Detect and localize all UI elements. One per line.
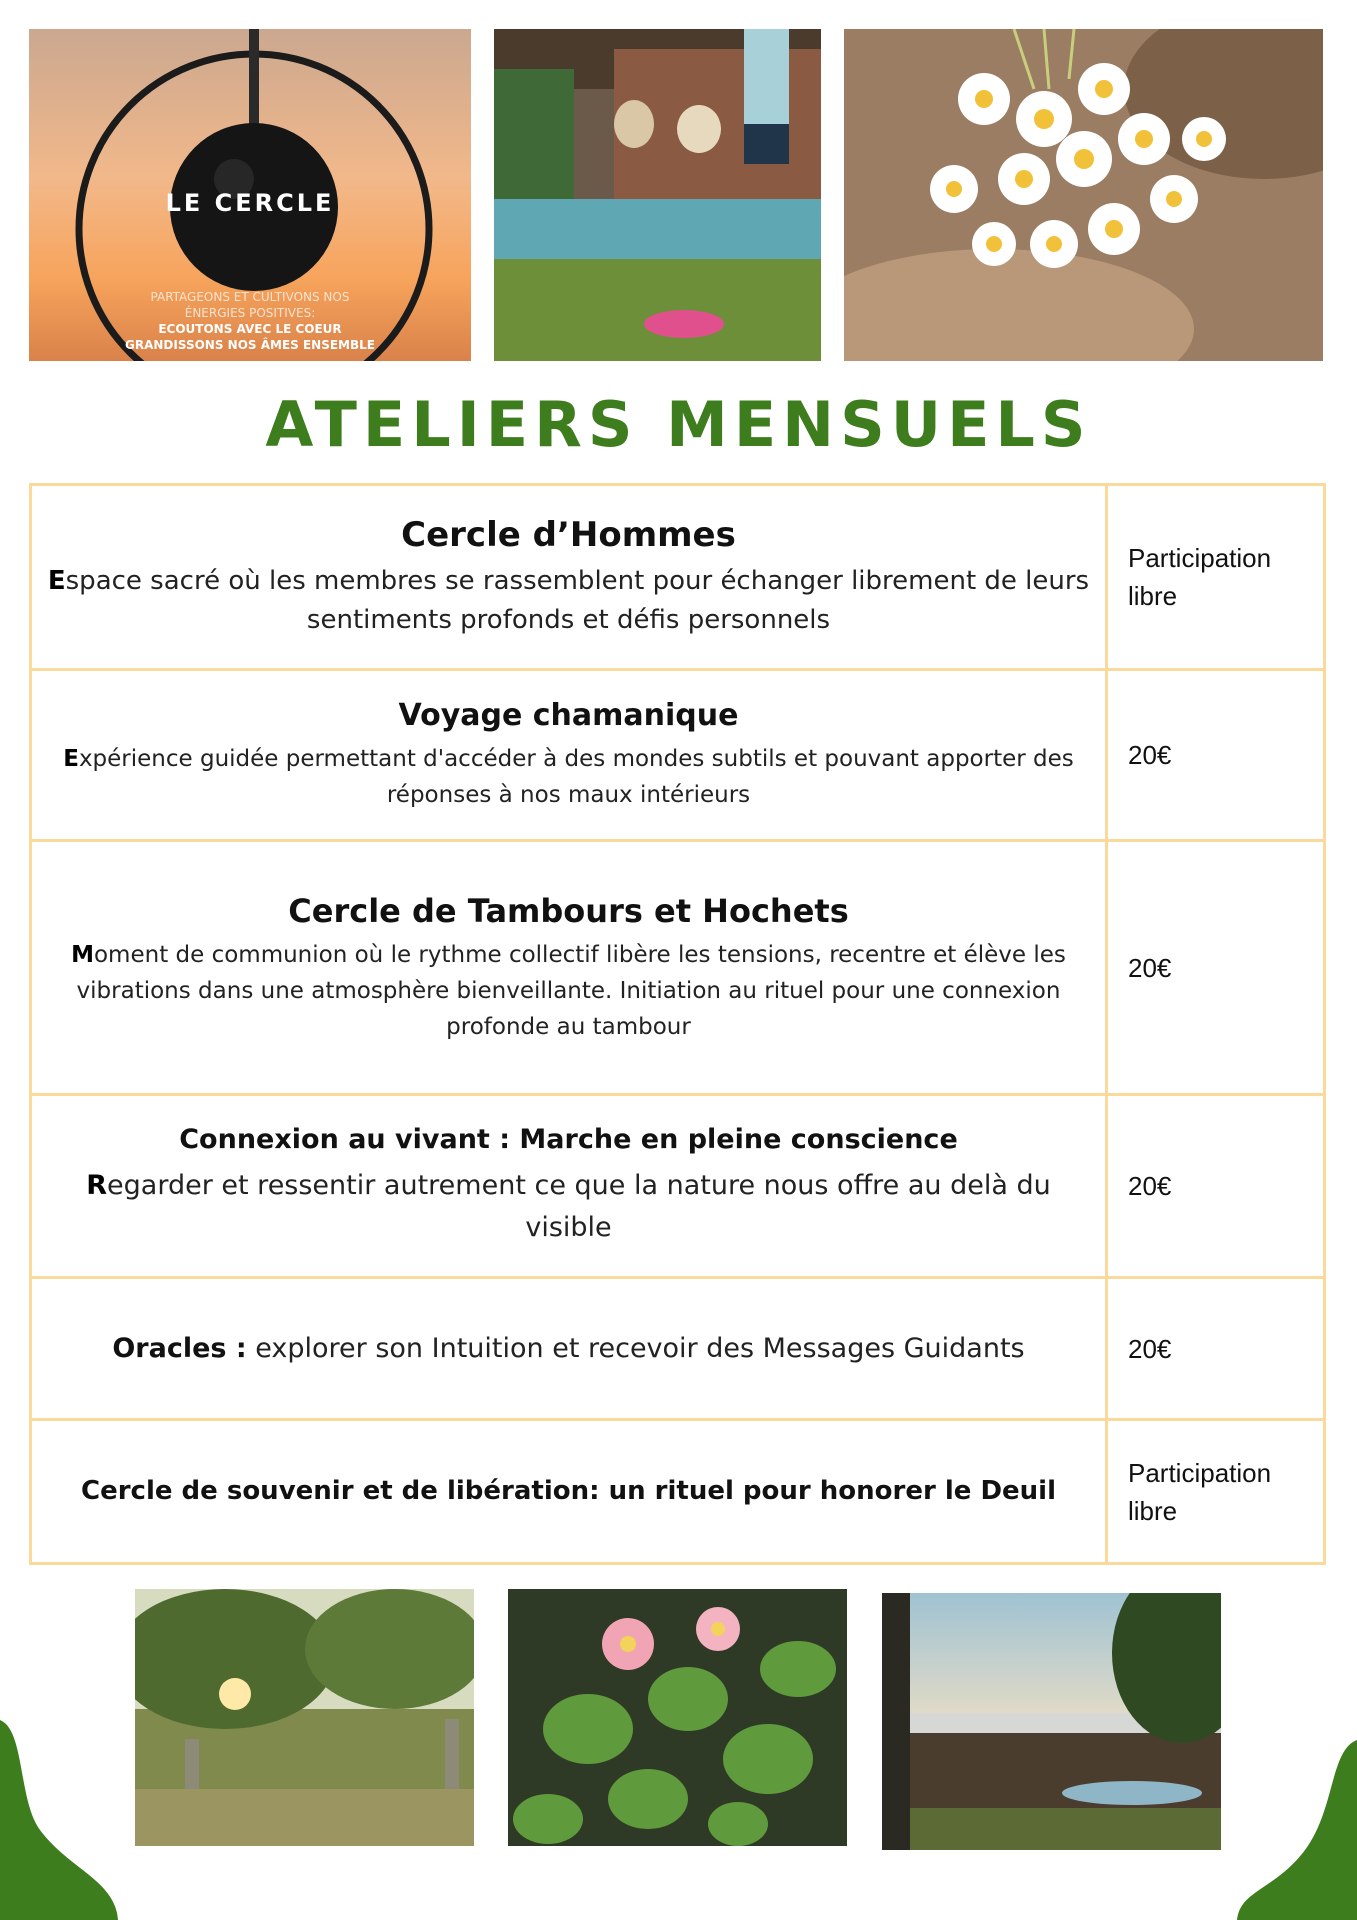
drop-letter: E xyxy=(63,745,79,772)
workshop-price: 20€ xyxy=(1107,841,1325,1095)
poster-line: PARTAGEONS ET CULTIVONS NOS xyxy=(150,290,350,304)
table-row xyxy=(31,485,1325,670)
workshop-price: Participation libre xyxy=(1107,1420,1325,1564)
table-row xyxy=(31,1420,1325,1564)
table-row xyxy=(31,1095,1325,1278)
poster-line: ÉNERGIES POSITIVES: xyxy=(184,306,316,320)
workshop-price: 20€ xyxy=(1107,670,1325,841)
poster-line: ECOUTONS AVEC LE COEUR xyxy=(158,322,342,336)
drum-group-photo xyxy=(494,29,821,361)
poster-line: GRANDISSONS NOS ÂMES ENSEMBLE xyxy=(125,338,375,352)
daisies-photo xyxy=(844,29,1323,361)
workshop-title: Cercle de Tambours et Hochets xyxy=(288,891,849,930)
page-title: ATELIERS MENSUELS xyxy=(265,388,1092,461)
garden-sunset-photo xyxy=(135,1589,474,1846)
table-row xyxy=(31,670,1325,841)
workshop-price: 20€ xyxy=(1107,1095,1325,1278)
workshop-price: Participation libre xyxy=(1107,485,1325,670)
workshop-text: space sacré où les membres se rassemblent pour échanger librement de leurs sentiments profonds et défis personnels xyxy=(65,566,1090,636)
le-cercle-poster xyxy=(29,29,471,361)
workshop-title: Voyage chamanique xyxy=(398,698,739,734)
table-row xyxy=(31,841,1325,1095)
workshop-description xyxy=(31,1278,1107,1420)
workshop-description xyxy=(31,841,1107,1095)
right-green-blob xyxy=(1235,1740,1357,1920)
workshop-text: explorer son Intuition et recevoir des Messages Guidants xyxy=(246,1332,1025,1364)
workshop-text: egarder et ressentir autrement ce que la nature nous offre au delà du visible xyxy=(107,1169,1051,1243)
workshop-description xyxy=(31,485,1107,670)
workshop-price: 20€ xyxy=(1107,1278,1325,1420)
workshops-table xyxy=(29,483,1326,1565)
workshop-title: Cercle d’Hommes xyxy=(401,514,736,555)
workshop-description xyxy=(31,1095,1107,1278)
workshop-title: Connexion au vivant : Marche en pleine conscience xyxy=(179,1124,958,1156)
workshop-title: Oracles : xyxy=(112,1332,247,1364)
poster-title: LE CERCLE xyxy=(165,189,335,217)
water-lilies-photo xyxy=(508,1589,847,1846)
drop-letter: R xyxy=(86,1169,108,1201)
left-green-blob xyxy=(0,1720,120,1920)
table-row xyxy=(31,1278,1325,1420)
workshop-text: oment de communion où le rythme collectif libère les tensions, recentre et élève les vibrations dans une atmosphère bienveillante. Initiation au rituel pour une connexion profonde au tambour xyxy=(76,941,1066,1040)
misty-field-photo xyxy=(882,1593,1221,1850)
drop-letter: M xyxy=(71,941,94,968)
workshop-text: xpérience guidée permettant d'accéder à des mondes subtils et pouvant apporter des réponses à nos maux intérieurs xyxy=(78,745,1074,808)
workshop-description xyxy=(31,1420,1107,1564)
workshop-title: Cercle de souvenir et de libération: un rituel pour honorer le Deuil xyxy=(81,1476,1056,1507)
drop-letter: E xyxy=(47,566,66,597)
workshop-description xyxy=(31,670,1107,841)
